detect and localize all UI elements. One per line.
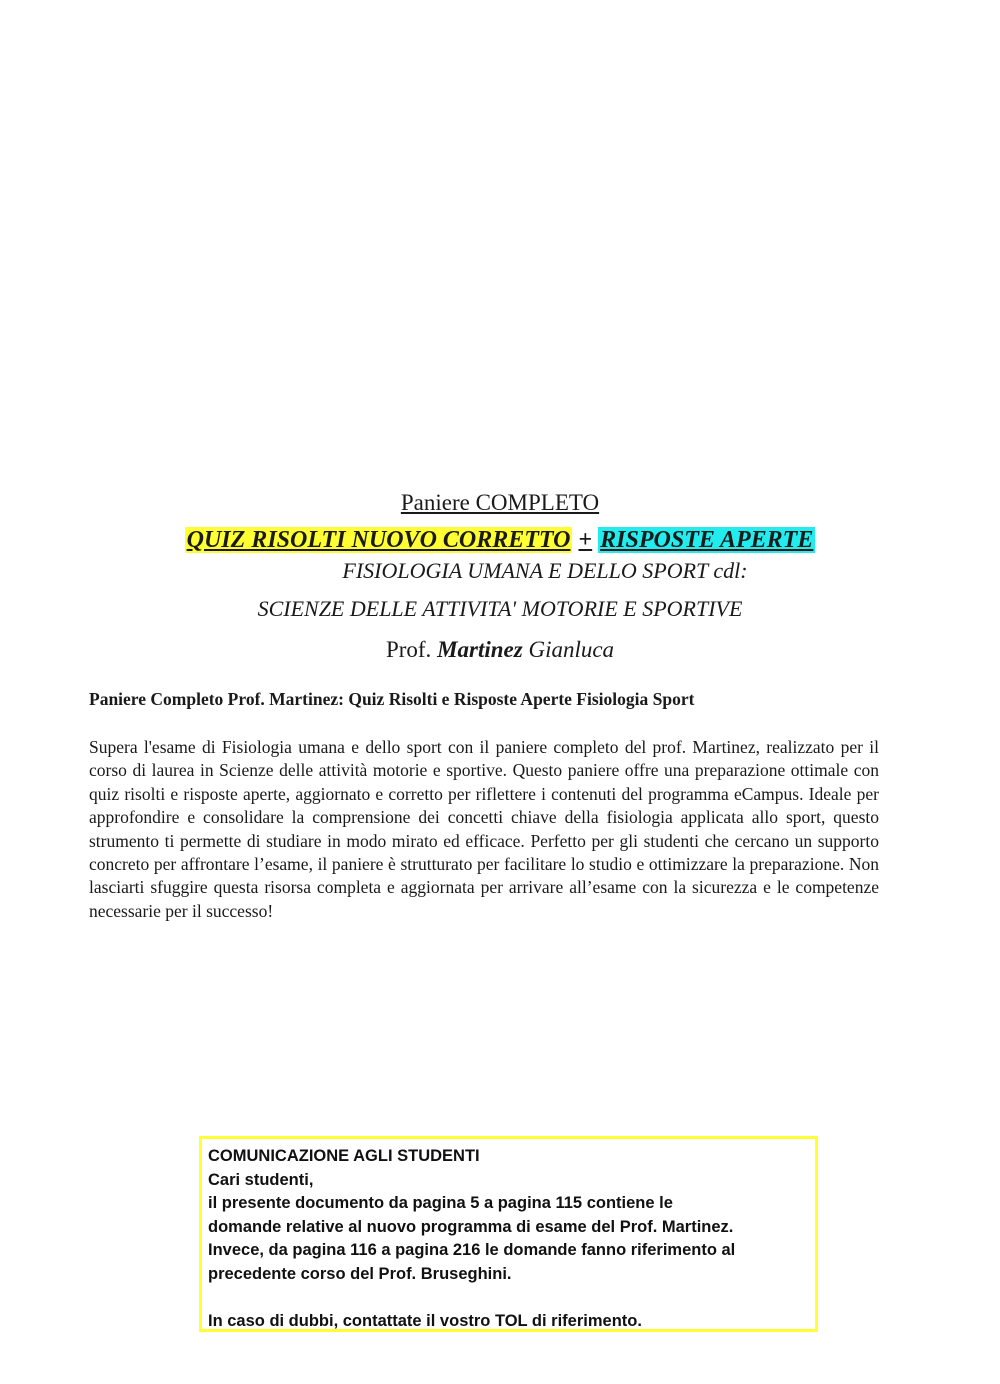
notice-line: domande relative al nuovo programma di esame del Prof. Martinez. <box>208 1217 734 1236</box>
notice-line: precedente corso del Prof. Bruseghini. <box>208 1264 512 1283</box>
notice-line: il presente documento da pagina 5 a pagina 115 contiene le <box>208 1194 673 1212</box>
professor-surname: Martinez <box>437 637 523 662</box>
notice-heading: COMUNICAZIONE AGLI STUDENTI <box>208 1147 480 1165</box>
paniere-completo-heading <box>0 490 1000 516</box>
course-title-line1-text: FISIOLOGIA UMANA E DELLO SPORT cdl: <box>342 558 748 583</box>
risposte-aperte-highlight: RISPOSTE APERTE <box>600 527 814 553</box>
description-title: Paniere Completo Prof. Martinez: Quiz Risolti e Risposte Aperte Fisiologia Sport <box>89 689 695 709</box>
professor-line <box>0 637 1000 663</box>
quiz-risposte-heading <box>0 527 1000 554</box>
notice-spacer <box>208 1286 815 1310</box>
plus-sign: + <box>578 527 593 553</box>
quiz-risolti-highlight: QUIZ RISOLTI NUOVO CORRETTO <box>186 527 571 553</box>
notice-greeting: Cari studenti, <box>208 1170 314 1189</box>
course-title-line2 <box>0 596 1000 622</box>
course-title-line1 <box>45 558 1000 584</box>
professor-firstname: Gianluca <box>528 637 615 662</box>
notice-closing: In caso di dubbi, contattate il vostro TOL di riferimento. <box>208 1311 642 1330</box>
notice-line: Invece, da pagina 116 a pagina 216 le domande fanno riferimento al <box>208 1241 736 1259</box>
course-title-line2-text: SCIENZE DELLE ATTIVITA' MOTORIE E SPORTIVE <box>257 596 743 621</box>
description-body: Supera l'esame di Fisiologia umana e dello sport con il paniere completo del prof. Martinez, realizzato per il corso di laurea in Scienze delle attività motorie e sportive. Questo paniere offre una preparazione ottimale con quiz risolti e risposte aperte, aggiornato e corretto per riflettere i contenuti del programma eCampus. Ideale per approfondire e consolidare la comprensione dei concetti chiave della fisiologia applicata allo sport, questo strumento ti permette di studiare in modo mirato ed efficace. Perfetto per gli studenti che cercano un supporto concreto per affrontare l’esame, il paniere è strutturato per facilitare lo studio e ottimizzare la preparazione. Non lasciarti sfuggire questa risorsa completa e aggiornata per arrivare all’esame con la sicurezza e le competenze necessarie per il successo! <box>89 737 879 921</box>
paniere-completo-text: Paniere COMPLETO <box>400 490 600 515</box>
student-notice-box <box>199 1136 818 1332</box>
professor-prefix: Prof. <box>385 637 432 662</box>
